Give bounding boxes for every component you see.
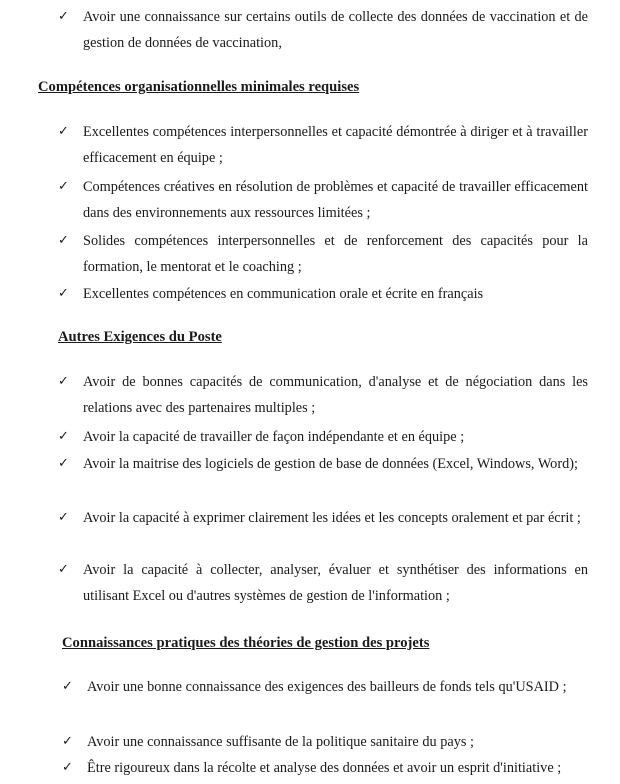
- checkmark-icon: ✓: [58, 233, 69, 248]
- section-heading: Autres Exigences du Poste: [58, 329, 222, 345]
- list-item-text: Compétences créatives en résolution de problèmes et capacité de travailler efficacement dans des environnements aux ressources limitées ;: [83, 179, 588, 221]
- checkmark-icon: ✓: [58, 429, 69, 444]
- list-item-text: Avoir la capacité à collecter, analyser, évaluer et synthétiser des informations en utilisant Excel ou d'autres systèmes de gestion de l'information ;: [83, 562, 588, 604]
- list-item: [58, 424, 588, 450]
- checkmark-icon: ✓: [58, 286, 69, 301]
- checkmark-icon: ✓: [62, 760, 73, 775]
- list-item-text: Avoir la capacité de travailler de façon indépendante et en équipe ;: [83, 429, 465, 445]
- list-item-text: Excellentes compétences interpersonnelles et capacité démontrée à diriger et à travailler efficacement en équipe ;: [83, 124, 588, 166]
- list-item: [58, 281, 588, 307]
- list-item: [62, 755, 592, 781]
- checkmark-icon: ✓: [58, 179, 69, 194]
- list-item-text: Avoir une connaissance sur certains outils de collecte des données de vaccination et de gestion de données de vaccination,: [83, 9, 588, 51]
- list-item-text: Solides compétences interpersonnelles et de renforcement des capacités pour la formation, le mentorat et le coaching ;: [83, 233, 588, 275]
- list-item: [58, 369, 588, 421]
- checkmark-icon: ✓: [58, 456, 69, 471]
- section-heading: Connaissances pratiques des théories de gestion des projets: [62, 635, 430, 651]
- checkmark-icon: ✓: [58, 562, 69, 577]
- checkmark-icon: ✓: [58, 510, 69, 525]
- list-item-text: Excellentes compétences en communication orale et écrite en français: [83, 286, 484, 302]
- list-item: [58, 4, 588, 56]
- list-item: [58, 228, 588, 280]
- checkmark-icon: ✓: [58, 9, 69, 24]
- list-item-text: Avoir une bonne connaissance des exigences des bailleurs de fonds tels qu'USAID ;: [87, 679, 567, 695]
- list-item: [58, 557, 588, 609]
- list-item-text: Être rigoureux dans la récolte et analyse des données et avoir un esprit d'initiative ;: [87, 760, 562, 776]
- list-item-text: Avoir de bonnes capacités de communication, d'analyse et de négociation dans les relations avec des partenaires multiples ;: [83, 374, 588, 416]
- list-item: [58, 119, 588, 171]
- list-item: [58, 451, 588, 477]
- list-item: [62, 729, 592, 755]
- checkmark-icon: ✓: [58, 124, 69, 139]
- section-heading: Compétences organisationnelles minimales requises: [38, 79, 360, 95]
- checkmark-icon: ✓: [62, 734, 73, 749]
- checkmark-icon: ✓: [62, 679, 73, 694]
- list-item-text: Avoir la capacité à exprimer clairement les idées et les concepts oralement et par écrit ;: [83, 510, 581, 526]
- list-item: [58, 174, 588, 226]
- list-item: [58, 505, 588, 531]
- list-item-text: Avoir la maitrise des logiciels de gestion de base de données (Excel, Windows, Word);: [83, 456, 578, 472]
- list-item: [62, 674, 592, 700]
- list-item-text: Avoir une connaissance suffisante de la politique sanitaire du pays ;: [87, 734, 474, 750]
- checkmark-icon: ✓: [58, 374, 69, 389]
